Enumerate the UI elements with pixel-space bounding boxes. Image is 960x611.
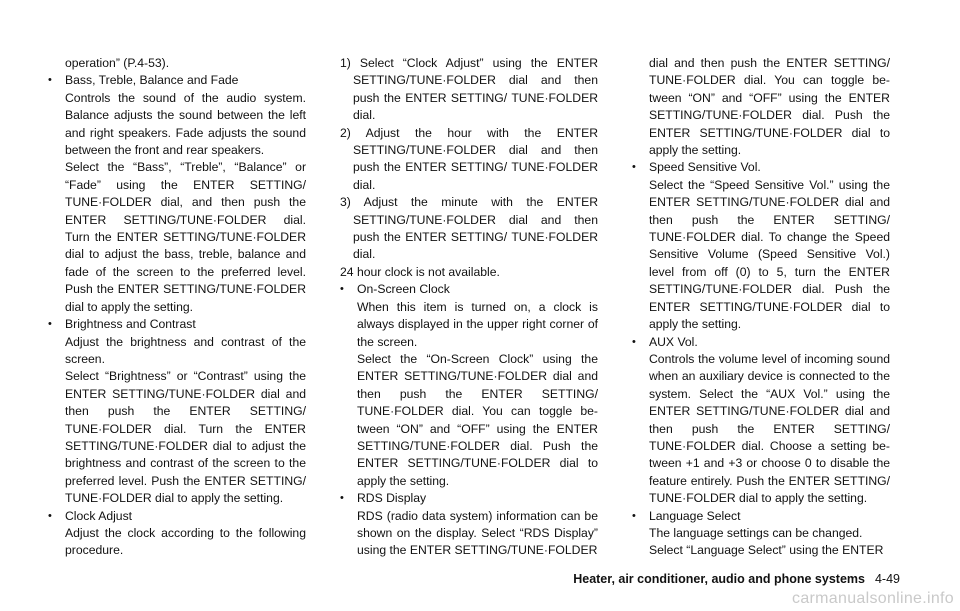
- footer-section-title: Heater, air conditioner, audio and phone systems: [573, 572, 865, 586]
- paragraph: operation” (P.4-53).: [65, 56, 170, 70]
- paragraph: Adjust the clock according to the following procedure.: [65, 525, 306, 558]
- paragraph: dial and then push the ENTER SETTING/ TUNE·FOLDER dial. You can toggle be- tween “ON” and “OFF” using the ENTER SETTING/TUNE·FOLDER dial. Push the ENTER SETTING/TUNE·FOLDER dial to apply the setting.: [649, 56, 890, 158]
- watermark: carmanualsonline.info: [792, 590, 954, 607]
- paragraph: Select the “On-Screen Clock” using the ENTER SETTING/TUNE·FOLDER dial and then push the ENTER SETTING/ TUNE·FOLDER dial. You can toggle be- tween “ON” and “OFF” using the ENTER SETTING/TUNE·FOLDER dial. Push the ENTER SETTING/TUNE·FOLDER dial to apply the setting.: [357, 351, 598, 488]
- step-item: 3) Adjust the minute with the ENTER SETTING/TUNE·FOLDER dial and then push the ENTER SETTING/ TUNE·FOLDER dial.: [340, 195, 598, 262]
- paragraph: Controls the volume level of incoming sound when an auxiliary device is connected to the system. Select the “AUX Vol.” using the ENTER SETTING/TUNE·FOLDER dial and then push the ENTER SETTING/ TUNE·FOLDER dial. Choose a setting be- tween +1 and +3 or choose 0 to disable the feature entirely. Push the ENTER SETTING/ TUNE·FOLDER dial to apply the setting.: [649, 351, 890, 506]
- paragraph: When this item is turned on, a clock is always displayed in the upper right corner of the screen.: [357, 299, 598, 349]
- bullet-heading: • Brightness and Contrast: [48, 316, 306, 333]
- paragraph: Select “Language Select” using the ENTER: [649, 543, 884, 558]
- bullet-heading: • Language Select: [632, 508, 890, 525]
- bullet-heading: • AUX Vol.: [632, 334, 890, 351]
- bullet-heading: • RDS Display: [340, 490, 598, 507]
- paragraph: Controls the sound of the audio system. Balance adjusts the sound between the left and right speakers. Fade adjusts the sound between the front and rear speakers.: [65, 90, 306, 158]
- text-column-right: [632, 55, 890, 560]
- paragraph: Select the “Speed Sensitive Vol.” using the ENTER SETTING/TUNE·FOLDER dial and then push the ENTER SETTING/ TUNE·FOLDER dial. To change the Speed Sensitive Volume (Speed Sensitive Vol.) level from off (0) to 5, turn the ENTER SETTING/TUNE·FOLDER dial. Push the ENTER SETTING/TUNE·FOLDER dial to apply the setting.: [649, 177, 890, 332]
- bullet-heading: • Bass, Treble, Balance and Fade: [48, 72, 306, 89]
- text-column-middle: [340, 55, 598, 560]
- paragraph: The language settings can be changed.: [649, 525, 863, 540]
- page-footer: [573, 572, 900, 586]
- paragraph: Adjust the brightness and contrast of the screen.: [65, 334, 306, 366]
- step-item: 2) Adjust the hour with the ENTER SETTING/TUNE·FOLDER dial and then push the ENTER SETTING/ TUNE·FOLDER dial.: [340, 125, 598, 192]
- paragraph: RDS (radio data system) information can be shown on the display. Select “RDS Display” using the ENTER SETTING/TUNE·FOLDER: [357, 508, 598, 558]
- paragraph: Select “Brightness” or “Contrast” using the ENTER SETTING/TUNE·FOLDER dial and then push the ENTER SETTING/ TUNE·FOLDER dial. Turn the ENTER SETTING/TUNE·FOLDER dial to adjust the brightness and contrast of the screen to the preferred level. Push the ENTER SETTING/ TUNE·FOLDER dial to apply the setting.: [65, 369, 306, 506]
- paragraph: 24 hour clock is not available.: [340, 264, 500, 279]
- page-number: 4-49: [874, 572, 900, 586]
- text-column-left: [48, 55, 306, 560]
- bullet-heading: • Clock Adjust: [48, 508, 306, 525]
- bullet-heading: • On-Screen Clock: [340, 281, 598, 298]
- paragraph: Select the “Bass”, “Treble”, “Balance” or “Fade” using the ENTER SETTING/ TUNE·FOLDER dial, and then push the ENTER SETTING/TUNE·FOLDER dial. Turn the ENTER SETTING/TUNE·FOLDER dial to adjust the bass, treble, balance and fade of the screen to the preferred level. Push the ENTER SETTING/TUNE·FOLDER dial to apply the setting.: [65, 160, 306, 314]
- step-item: 1) Select “Clock Adjust” using the ENTER SETTING/TUNE·FOLDER dial and then push the ENTER SETTING/ TUNE·FOLDER dial.: [340, 56, 598, 123]
- bullet-heading: • Speed Sensitive Vol.: [632, 159, 890, 176]
